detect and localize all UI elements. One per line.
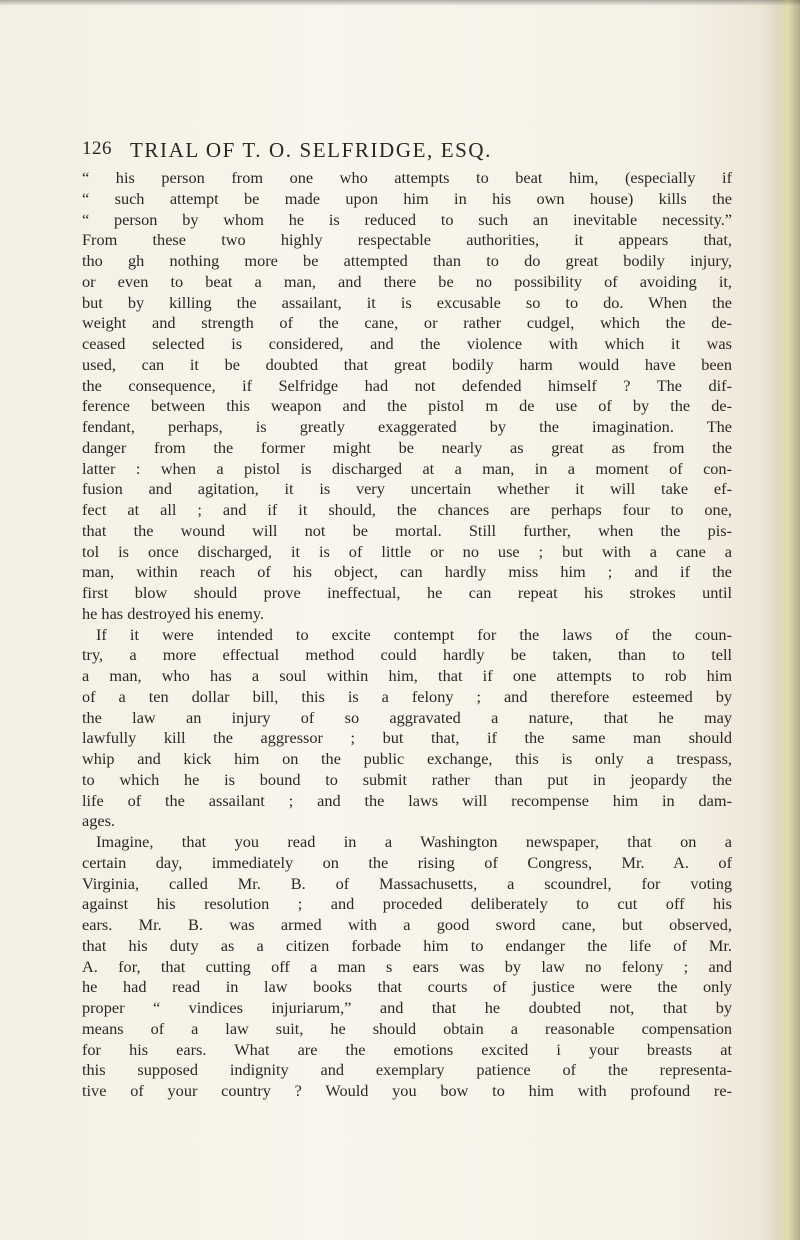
running-head: [82, 138, 732, 164]
text-line: that his duty as a citizen forbade him to endanger the life of Mr.: [82, 935, 732, 955]
text-line: weight and strength of the cane, or rather cudgel, which the de-: [82, 313, 732, 333]
text-line: a man, who has a soul within him, that if one attempts to rob him: [82, 666, 732, 685]
text-line: ages.: [82, 811, 115, 831]
text-line: whip and kick him on the public exchange, this is only a trespass,: [82, 749, 732, 768]
text-line: Imagine, that you read in a Washington newspaper, that on a: [96, 832, 732, 851]
text-line: he has destroyed his enemy.: [82, 603, 265, 623]
page-number: 126: [82, 138, 112, 159]
text-line: against his resolution ; and proceded deliberately to cut off his: [82, 894, 732, 914]
page-edge-binding: [762, 0, 800, 1240]
text-line: that the wound will not be mortal. Still further, when the pis-: [82, 520, 732, 540]
text-line: he had read in law books that courts of justice were the only: [82, 977, 732, 997]
text-line: certain day, immediately on the rising of Congress, Mr. A. of: [82, 852, 732, 872]
text-line: first blow should prove ineffectual, he can repeat his strokes until: [82, 583, 732, 602]
text-line: means of a law suit, he should obtain a reasonable compensation: [82, 1018, 732, 1038]
text-line: ears. Mr. B. was armed with a good sword cane, but observed,: [82, 915, 732, 934]
text-line: lawfully kill the aggressor ; but that, if the same man should: [82, 728, 732, 748]
text-line: of a ten dollar bill, this is a felony ; and therefore esteemed by: [82, 686, 732, 706]
text-line: proper “ vindices injuriarum,” and that he doubted not, that by: [82, 998, 732, 1017]
text-line: or even to beat a man, and there be no possibility of avoiding it,: [82, 271, 732, 291]
text-line: tho gh nothing more be attempted than to do great bodily injury,: [82, 251, 732, 270]
top-edge-shadow: [0, 0, 800, 6]
text-line: the law an injury of so aggravated a nature, that he may: [82, 707, 732, 727]
text-line: for his ears. What are the emotions excited i your breasts at: [82, 1039, 732, 1059]
text-line: life of the assailant ; and the laws will recompense him in dam-: [82, 790, 732, 810]
body-text: [82, 168, 732, 1102]
text-line: fect at all ; and if it should, the chances are perhaps four to one,: [82, 500, 732, 519]
text-line: fendant, perhaps, is greatly exaggerated by the imagination. The: [82, 417, 732, 436]
text-line: “ person by whom he is reduced to such an inevitable necessity.”: [82, 209, 732, 229]
text-line: but by killing the assailant, it is excusable so to do. When the: [82, 292, 732, 312]
text-line: used, can it be doubted that great bodily harm would have been: [82, 354, 732, 374]
text-line: If it were intended to excite contempt for the laws of the coun-: [96, 624, 732, 644]
text-line: this supposed indignity and exemplary patience of the representa-: [82, 1060, 732, 1080]
text-line: man, within reach of his object, can hardly miss him ; and if the: [82, 562, 732, 582]
text-line: “ his person from one who attempts to beat him, (especially if: [82, 168, 732, 187]
running-title: TRIAL OF T. O. SELFRIDGE, ESQ.: [130, 138, 493, 162]
text-line: tive of your country ? Would you bow to him with profound re-: [82, 1081, 732, 1100]
text-line: From these two highly respectable authorities, it appears that,: [82, 230, 732, 250]
text-line: tol is once discharged, it is of little or no use ; but with a cane a: [82, 541, 732, 561]
text-line: the consequence, if Selfridge had not defended himself ? The dif-: [82, 375, 732, 395]
text-line: latter : when a pistol is discharged at a man, in a moment of con-: [82, 458, 732, 478]
text-line: ceased selected is considered, and the violence with which it was: [82, 334, 732, 353]
text-line: try, a more effectual method could hardly be taken, than to tell: [82, 645, 732, 665]
text-line: fusion and agitation, it is very uncertain whether it will take ef-: [82, 479, 732, 499]
text-line: “ such attempt be made upon him in his own house) kills the: [82, 188, 732, 208]
text-line: to which he is bound to submit rather than put in jeopardy the: [82, 769, 732, 789]
text-line: Virginia, called Mr. B. of Massachusetts, a scoundrel, for voting: [82, 873, 732, 893]
text-line: A. for, that cutting off a man s ears was by law no felony ; and: [82, 956, 732, 976]
text-line: danger from the former might be nearly as great as from the: [82, 437, 732, 457]
text-line: ference between this weapon and the pistol m de use of by the de-: [82, 396, 732, 416]
